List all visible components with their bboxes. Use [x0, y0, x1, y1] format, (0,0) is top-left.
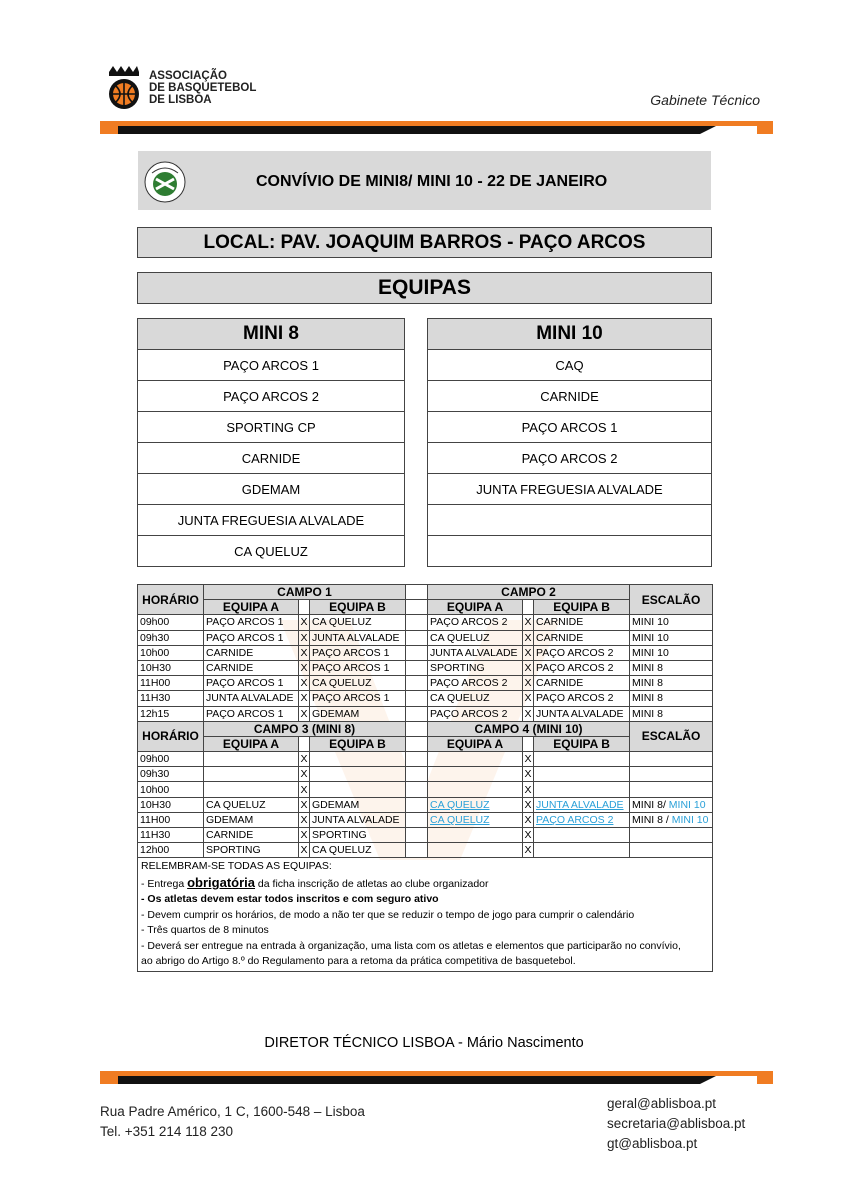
footer-emails — [607, 1094, 745, 1154]
gap-cell — [406, 615, 428, 630]
campo-header: CAMPO 3 (MINI 8) — [204, 721, 406, 736]
time-cell: 12h15 — [138, 706, 204, 721]
equipa-a-header: EQUIPA A — [428, 736, 523, 751]
team-b-cell — [534, 752, 630, 767]
team-item: PAÇO ARCOS 1 — [138, 350, 405, 381]
table-row — [138, 782, 713, 797]
gap-cell — [406, 812, 428, 827]
team-b-cell: CARNIDE — [534, 630, 630, 645]
team-a-cell — [204, 782, 299, 797]
table-row — [138, 797, 713, 812]
note-item: ao abrigo do Artigo 8.º do Regulamento para a retoma da prática competitiva de basquetebol. — [141, 955, 576, 968]
equipa-b-header: EQUIPA B — [534, 736, 630, 751]
header-divider — [100, 121, 773, 134]
team-b-cell: CA QUELUZ — [310, 843, 406, 858]
versus-cell: X — [300, 813, 308, 826]
gap-cell — [406, 767, 428, 782]
email-link[interactable]: secretaria@ablisboa.pt — [607, 1116, 746, 1131]
team-item: JUNTA FREGUESIA ALVALADE — [428, 474, 712, 505]
venue-label: LOCAL: PAV. JOAQUIM BARROS - PAÇO ARCOS — [137, 227, 712, 258]
team-b-cell: SPORTING — [310, 828, 406, 843]
equipa-a-header: EQUIPA A — [204, 736, 299, 751]
note-item: - Devem cumprir os horários, de modo a não ter que se reduzir o tempo de jogo para cumprir o calendário — [141, 908, 635, 921]
escalao-cell: MINI 10 — [630, 630, 713, 645]
notes-row — [138, 858, 713, 972]
table-row — [138, 767, 713, 782]
gap-cell — [523, 600, 534, 615]
time-cell: 09h00 — [138, 752, 204, 767]
campo-header: CAMPO 1 — [204, 585, 406, 600]
team-item: PAÇO ARCOS 1 — [428, 412, 712, 443]
team-b-cell: PAÇO ARCOS 2 — [534, 812, 630, 827]
team-b-cell: CA QUELUZ — [310, 676, 406, 691]
escalao-cell: MINI 10 — [630, 645, 713, 660]
versus-cell: X — [300, 692, 308, 705]
gap-cell — [406, 843, 428, 858]
time-cell: 09h30 — [138, 630, 204, 645]
team-item — [428, 536, 712, 567]
team-a-cell — [428, 843, 523, 858]
time-cell: 11H00 — [138, 812, 204, 827]
escalao-part: MINI 10 — [668, 798, 706, 811]
versus-cell: X — [524, 662, 532, 675]
team-a-cell: CA QUELUZ — [428, 812, 523, 827]
table-header-row — [138, 600, 713, 615]
escalao-cell: MINI 8 — [630, 676, 713, 691]
time-cell: 10H30 — [138, 797, 204, 812]
table-row — [138, 828, 713, 843]
versus-cell: X — [300, 646, 308, 659]
team-b-cell: GDEMAM — [310, 797, 406, 812]
notes-cell — [138, 858, 713, 972]
table-header-row — [138, 585, 713, 600]
versus-cell: X — [300, 783, 308, 796]
team-b-cell: PAÇO ARCOS 2 — [534, 691, 630, 706]
gap-cell — [406, 736, 428, 751]
time-cell: 11H30 — [138, 828, 204, 843]
team-b-cell — [534, 767, 630, 782]
association-name: ASSOCIAÇÃO DE BASQUETEBOL DE LISBOA — [149, 70, 257, 106]
team-b-cell: PAÇO ARCOS 2 — [534, 660, 630, 675]
team-a-cell: PAÇO ARCOS 1 — [204, 615, 299, 630]
versus-cell: X — [300, 707, 308, 720]
team-b-cell: PAÇO ARCOS 1 — [310, 645, 406, 660]
team-b-cell: GDEMAM — [310, 706, 406, 721]
versus-cell: X — [524, 646, 532, 659]
equipa-a-header: EQUIPA A — [428, 600, 523, 615]
escalao-part: MINI 10 — [671, 813, 709, 826]
team-b-cell: PAÇO ARCOS 1 — [310, 691, 406, 706]
team-b-cell — [310, 782, 406, 797]
versus-cell: X — [300, 768, 308, 781]
mini8-title: MINI 8 — [138, 319, 405, 350]
team-a-cell: CA QUELUZ — [428, 797, 523, 812]
event-title-box — [138, 151, 711, 210]
versus-cell: X — [300, 616, 308, 629]
team-b-cell: CARNIDE — [534, 615, 630, 630]
table-row — [138, 615, 713, 630]
team-a-cell: SPORTING — [428, 660, 523, 675]
escalao-part: MINI 8/ — [632, 798, 669, 811]
gap-cell — [406, 676, 428, 691]
email-link[interactable]: geral@ablisboa.pt — [607, 1096, 717, 1111]
footer-divider — [100, 1071, 773, 1084]
mini8-teams-table — [137, 318, 405, 567]
versus-cell: X — [524, 753, 532, 766]
gap-cell — [299, 600, 310, 615]
escalao-cell — [630, 797, 713, 812]
versus-cell: X — [524, 813, 532, 826]
gap-cell — [406, 600, 428, 615]
team-item: PAÇO ARCOS 2 — [138, 381, 405, 412]
team-b-cell: CARNIDE — [534, 676, 630, 691]
team-b-cell: PAÇO ARCOS 1 — [310, 660, 406, 675]
gap-cell — [406, 706, 428, 721]
gap-cell — [406, 828, 428, 843]
versus-cell: X — [524, 631, 532, 644]
campo-header: CAMPO 4 (MINI 10) — [428, 721, 630, 736]
team-b-cell: JUNTA ALVALADE — [534, 706, 630, 721]
versus-cell: X — [300, 662, 308, 675]
gap-cell — [406, 691, 428, 706]
team-a-cell: PAÇO ARCOS 1 — [204, 676, 299, 691]
team-item: SPORTING CP — [138, 412, 405, 443]
team-a-cell: CARNIDE — [204, 645, 299, 660]
escalao-cell: MINI 8 — [630, 660, 713, 675]
team-a-cell: PAÇO ARCOS 1 — [204, 630, 299, 645]
versus-cell: X — [524, 692, 532, 705]
equipa-b-header: EQUIPA B — [534, 600, 630, 615]
team-b-cell — [310, 752, 406, 767]
escalao-cell — [630, 782, 713, 797]
time-cell: 10h00 — [138, 645, 204, 660]
team-a-cell — [204, 767, 299, 782]
department-label: Gabinete Técnico — [650, 92, 760, 108]
equipa-a-header: EQUIPA A — [204, 600, 299, 615]
team-b-cell — [534, 828, 630, 843]
versus-cell: X — [300, 631, 308, 644]
table-header-row — [138, 721, 713, 736]
team-b-cell: JUNTA ALVALADE — [534, 797, 630, 812]
time-cell: 11H30 — [138, 691, 204, 706]
time-cell: 10H30 — [138, 660, 204, 675]
versus-cell: X — [524, 829, 532, 842]
escalao-header: ESCALÃO — [630, 585, 713, 615]
phone-line: Tel. +351 214 118 230 — [100, 1124, 233, 1139]
address-line: Rua Padre Américo, 1 C, 1600-548 – Lisboa — [100, 1104, 365, 1119]
escalao-header: ESCALÃO — [630, 721, 713, 751]
team-a-cell: JUNTA ALVALADE — [428, 645, 523, 660]
table-row — [138, 843, 713, 858]
note-item: - Os atletas devem estar todos inscritos e com seguro ativo — [141, 893, 439, 906]
team-a-cell — [204, 752, 299, 767]
equipa-b-header: EQUIPA B — [310, 600, 406, 615]
time-cell: 12h00 — [138, 843, 204, 858]
versus-cell: X — [524, 677, 532, 690]
versus-cell: X — [300, 798, 308, 811]
team-b-cell: JUNTA ALVALADE — [310, 812, 406, 827]
team-a-cell: SPORTING — [204, 843, 299, 858]
time-cell: 09h00 — [138, 615, 204, 630]
versus-cell: X — [524, 844, 532, 857]
team-b-cell: PAÇO ARCOS 2 — [534, 645, 630, 660]
table-row — [138, 660, 713, 675]
table-row — [138, 645, 713, 660]
table-row — [138, 676, 713, 691]
gap-cell — [299, 736, 310, 751]
versus-cell: X — [524, 616, 532, 629]
team-item: CAQ — [428, 350, 712, 381]
team-b-cell — [534, 782, 630, 797]
table-header-row — [138, 736, 713, 751]
team-a-cell: GDEMAM — [204, 812, 299, 827]
horario-header: HORÁRIO — [138, 721, 204, 751]
table-row — [138, 691, 713, 706]
notes-intro: RELEMBRAM-SE TODAS AS EQUIPAS: — [141, 860, 332, 873]
time-cell: 10h00 — [138, 782, 204, 797]
escalao-cell — [630, 828, 713, 843]
team-item: PAÇO ARCOS 2 — [428, 443, 712, 474]
campo-header: CAMPO 2 — [428, 585, 630, 600]
team-a-cell: PAÇO ARCOS 2 — [428, 676, 523, 691]
games-schedule-table — [137, 584, 713, 972]
versus-cell: X — [300, 753, 308, 766]
team-a-cell: CA QUELUZ — [204, 797, 299, 812]
team-a-cell: JUNTA ALVALADE — [204, 691, 299, 706]
team-b-cell — [534, 843, 630, 858]
team-a-cell — [428, 767, 523, 782]
team-a-cell — [428, 752, 523, 767]
footer-address — [100, 1102, 365, 1142]
versus-cell: X — [524, 707, 532, 720]
team-a-cell — [428, 828, 523, 843]
email-link[interactable]: gt@ablisboa.pt — [607, 1136, 698, 1151]
escalao-part: MINI 8 / — [632, 813, 672, 826]
escalao-cell: MINI 10 — [630, 615, 713, 630]
escalao-cell: MINI 8 — [630, 706, 713, 721]
gap-cell — [523, 736, 534, 751]
gap-cell — [406, 645, 428, 660]
gap-cell — [406, 585, 428, 600]
teams-heading: EQUIPAS — [137, 272, 712, 304]
gap-cell — [406, 630, 428, 645]
team-a-cell: CA QUELUZ — [428, 630, 523, 645]
escalao-cell — [630, 752, 713, 767]
basketball-crown-icon — [105, 66, 143, 110]
versus-cell: X — [524, 768, 532, 781]
escalao-cell — [630, 812, 713, 827]
team-a-cell: PAÇO ARCOS 2 — [428, 615, 523, 630]
gap-cell — [406, 797, 428, 812]
team-a-cell: CA QUELUZ — [428, 691, 523, 706]
note-item: - Entrega obrigatória da ficha inscrição de atletas ao clube organizador — [141, 874, 489, 890]
mini10-teams-table — [427, 318, 712, 567]
escalao-cell — [630, 843, 713, 858]
team-a-cell: CARNIDE — [204, 660, 299, 675]
note-item: - Três quartos de 8 minutos — [141, 924, 269, 937]
table-row — [138, 630, 713, 645]
team-item: GDEMAM — [138, 474, 405, 505]
team-a-cell: PAÇO ARCOS 2 — [428, 706, 523, 721]
table-row — [138, 706, 713, 721]
gap-cell — [406, 752, 428, 767]
escalao-cell: MINI 8 — [630, 691, 713, 706]
team-a-cell: CARNIDE — [204, 828, 299, 843]
versus-cell: X — [300, 829, 308, 842]
team-b-cell — [310, 767, 406, 782]
equipa-b-header: EQUIPA B — [310, 736, 406, 751]
time-cell: 09h30 — [138, 767, 204, 782]
mini10-title: MINI 10 — [428, 319, 712, 350]
signature: DIRETOR TÉCNICO LISBOA - Mário Nascimento — [264, 1035, 584, 1051]
versus-cell: X — [300, 677, 308, 690]
team-item: JUNTA FREGUESIA ALVALADE — [138, 505, 405, 536]
versus-cell: X — [524, 783, 532, 796]
association-logo — [105, 62, 275, 112]
team-item: CARNIDE — [138, 443, 405, 474]
gap-cell — [406, 660, 428, 675]
time-cell: 11H00 — [138, 676, 204, 691]
escalao-cell — [630, 767, 713, 782]
versus-cell: X — [300, 844, 308, 857]
gap-cell — [406, 721, 428, 736]
club-crest-icon — [144, 161, 186, 203]
team-item — [428, 505, 712, 536]
horario-header: HORÁRIO — [138, 585, 204, 615]
team-item: CA QUELUZ — [138, 536, 405, 567]
gap-cell — [406, 782, 428, 797]
team-b-cell: CA QUELUZ — [310, 615, 406, 630]
table-row — [138, 752, 713, 767]
event-title: CONVÍVIO DE MINI8/ MINI 10 - 22 DE JANEIRO — [256, 173, 608, 190]
team-a-cell — [428, 782, 523, 797]
team-a-cell: PAÇO ARCOS 1 — [204, 706, 299, 721]
versus-cell: X — [524, 798, 532, 811]
note-item: - Deverá ser entregue na entrada à organização, uma lista com os atletas e elementos que participarão no convívio, — [141, 939, 681, 952]
team-b-cell: JUNTA ALVALADE — [310, 630, 406, 645]
table-row — [138, 812, 713, 827]
team-item: CARNIDE — [428, 381, 712, 412]
